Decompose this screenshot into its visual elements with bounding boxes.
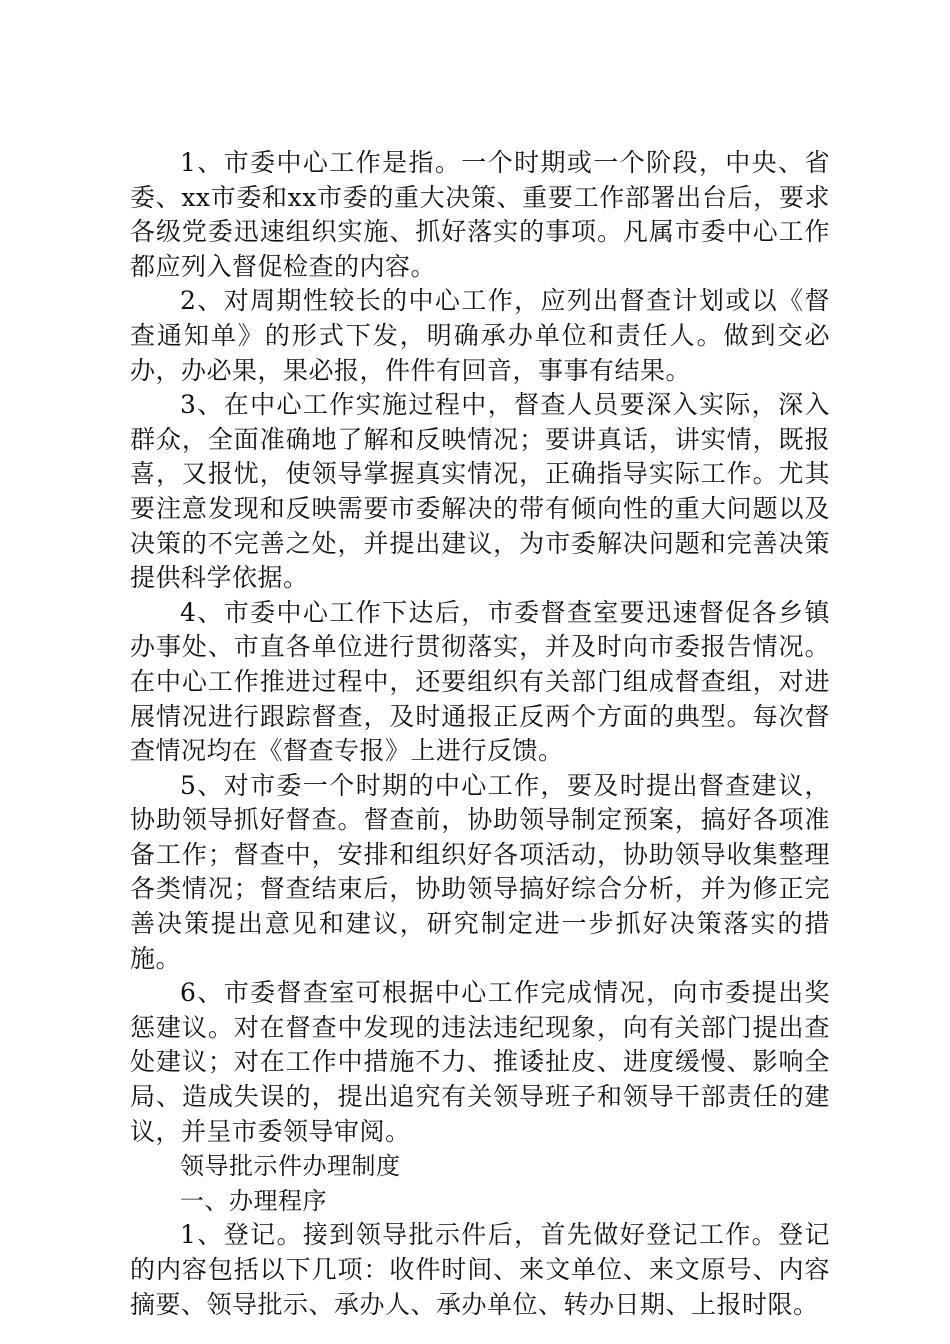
paragraph-1: 1、市委中心工作是指。一个时期或一个阶段，中央、省委、xx市委和xx市委的重大决策、重要工作部署出台后，要求各级党委迅速组织实施、抓好落实的事项。凡属市委中心工作都应列入督促检查的内容。 xyxy=(130,148,830,281)
subsection-title: 一、办理程序 xyxy=(180,1186,327,1215)
paragraph-3: 3、在中心工作实施过程中，督查人员要深入实际，深入群众，全面准确地了解和反映情况；要讲真话，讲实情，既报喜，又报忧，使领导掌握真实情况，正确指导实际工作。尤其要注意发现和反映需要市委解决的带有倾向性的重大问题以及决策的不完善之处，并提出建议，为市委解决问题和完善决策提供科学依据。 xyxy=(130,390,830,593)
paragraph-6: 6、市委督查室可根据中心工作完成情况，向市委提出奖惩建议。对在督查中发现的违法违纪现象，向有关部门提出查处建议；对在工作中措施不力、推诿扯皮、进度缓慢、影响全局、造成失误的，提出追究有关领导班子和领导干部责任的建议，并呈市委领导审阅。 xyxy=(130,978,830,1146)
paragraph-5: 5、对市委一个时期的中心工作，要及时提出督查建议，协助领导抓好督查。督查前，协助领导制定预案，搞好各项准备工作；督查中，安排和组织好各项活动，协助领导收集整理各类情况；督查结束后，协助领导搞好综合分析，并为修正完善决策提出意见和建议，研究制定进一步抓好决策落实的措施。 xyxy=(130,770,830,973)
paragraph-registration: 1、登记。接到领导批示件后，首先做好登记工作。登记的内容包括以下几项：收件时间、来文单位、来文原号、内容摘要、领导批示、承办人、承办单位、转办日期、上报时限。 xyxy=(130,1220,830,1319)
paragraph-2: 2、对周期性较长的中心工作，应列出督查计划或以《督查通知单》的形式下发，明确承办单位和责任人。做到交必办，办必果，果必报，件件有回音，事事有结果。 xyxy=(130,286,830,385)
section-title: 领导批示件办理制度 xyxy=(180,1152,401,1181)
document-body xyxy=(130,146,830,1322)
paragraph-4: 4、市委中心工作下达后，市委督查室要迅速督促各乡镇办事处、市直各单位进行贯彻落实，并及时向市委报告情况。在中心工作推进过程中，还要组织有关部门组成督查组，对进展情况进行跟踪督查，及时通报正反两个方面的典型。每次督查情况均在《督查专报》上进行反馈。 xyxy=(130,597,830,766)
